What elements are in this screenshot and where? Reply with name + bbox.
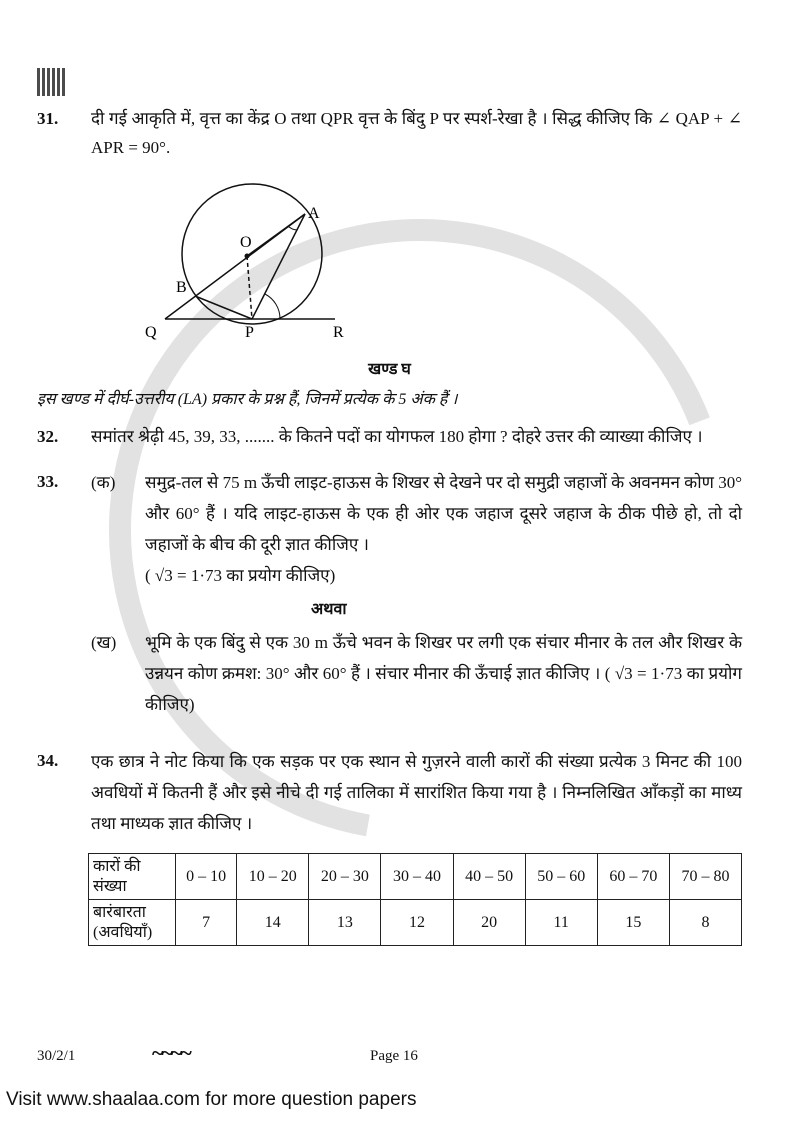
q31-text: दी गई आकृति में, वृत्त का केंद्र O तथा QPR वृत्त के बिंदु P पर स्पर्श-रेखा है । सिद्ध कीजिए कि ∠ QAP + ∠ APR = 90°. — [91, 109, 742, 157]
frequency-table — [88, 853, 742, 946]
section-instruction: इस खण्ड में दीर्घ-उत्तरीय (LA) प्रकार के प्रश्न हैं, जिनमें प्रत्येक के 5 अंक हैं । — [37, 391, 458, 408]
frequency-cell: 15 — [597, 900, 669, 946]
question-34 — [37, 746, 742, 839]
class-cell: 70 – 80 — [669, 854, 741, 900]
q33-b-text: भूमि के एक बिंदु से एक 30 m ऊँचे भवन के शिखर पर लगी एक संचार मीनार के तल और शिखर के उन्नयन कोण क्रमश: 30° और 60° हैं । संचार मीनार की ऊँचाई ज्ञात कीजिए । ( √3 = 1·73 का प्रयोग कीजिए) — [145, 633, 742, 714]
label-o: O — [240, 234, 252, 251]
class-cell: 40 – 50 — [453, 854, 525, 900]
frequency-cell: 14 — [237, 900, 309, 946]
frequency-cell: 8 — [669, 900, 741, 946]
page-content — [37, 68, 742, 946]
q31-circle-figure — [140, 174, 370, 344]
q33-part-a — [91, 467, 742, 591]
class-cell: 10 – 20 — [237, 854, 309, 900]
frequency-cell: 13 — [309, 900, 381, 946]
frequency-cell: 12 — [381, 900, 453, 946]
question-33 — [37, 467, 742, 720]
frequency-cell: 20 — [453, 900, 525, 946]
table-row-frequencies — [89, 900, 742, 946]
section-title: खण्ड घ — [368, 361, 411, 378]
class-cell: 60 – 70 — [597, 854, 669, 900]
q33-b-label: (ख) — [91, 633, 117, 652]
paper-code: 30/2/1 — [37, 1048, 76, 1064]
class-cell: 0 – 10 — [176, 854, 237, 900]
q33-body — [91, 467, 742, 720]
q34-number: 34. — [37, 751, 59, 770]
frequency-cell: 11 — [525, 900, 597, 946]
row-header: कारों की संख्या — [89, 854, 176, 900]
q32-text: समांतर श्रेढ़ी 45, 39, 33, ....... के कितने पदों का योगफल 180 होगा ? दोहरे उत्तर की व्याख्या कीजिए । — [91, 427, 703, 446]
label-q: Q — [145, 324, 157, 341]
qr-code-icon — [37, 68, 65, 96]
label-a: A — [308, 205, 320, 222]
q33-a-label: (क) — [91, 473, 116, 492]
q32-number: 32. — [37, 427, 59, 446]
page-footer — [37, 1002, 742, 1067]
tilde-mark: ~~~~ — [152, 1040, 190, 1065]
label-r: R — [333, 324, 344, 341]
or-label: अथवा — [311, 601, 347, 618]
page-number: Page 16 — [370, 1048, 418, 1064]
label-p: P — [245, 324, 254, 341]
frequency-cell: 7 — [176, 900, 237, 946]
q33-part-b — [91, 627, 742, 720]
q34-text: एक छात्र ने नोट किया कि एक सड़क पर एक स्थान से गुज़रने वाली कारों की संख्या प्रत्येक 3 मिनट की 100 अवधियों में कितनी हैं और इसे नीचे दी गई तालिका में सारांशित किया गया है । निम्नलिखित आँकड़ों का माध्य तथा माध्यक ज्ञात कीजिए । — [91, 752, 742, 833]
row-header: बारंबारता (अवधियाँ) — [89, 900, 176, 946]
q31-number: 31. — [37, 109, 59, 128]
class-cell: 50 – 60 — [525, 854, 597, 900]
table-row-classes — [89, 854, 742, 900]
question-31 — [37, 104, 742, 162]
q33-a-body — [145, 467, 742, 591]
label-b: B — [176, 279, 187, 296]
q33-a-hint: ( √3 = 1·73 का प्रयोग कीजिए) — [145, 566, 336, 585]
class-cell: 30 – 40 — [381, 854, 453, 900]
q33-a-text: समुद्र-तल से 75 m ऊँची लाइट-हाऊस के शिखर से देखने पर दो समुद्री जहाजों के अवनमन कोण 30° और 60° हैं । यदि लाइट-हाऊस के एक ही ओर एक जहाज दूसरे जहाज के ठीक पीछे हो, तो दो जहाजों के बीच की दूरी ज्ञात कीजिए । — [145, 473, 742, 554]
q33-number: 33. — [37, 472, 59, 491]
class-cell: 20 – 30 — [309, 854, 381, 900]
visit-link[interactable]: Visit www.shaalaa.com for more question papers — [6, 1089, 417, 1110]
question-32 — [37, 422, 742, 451]
